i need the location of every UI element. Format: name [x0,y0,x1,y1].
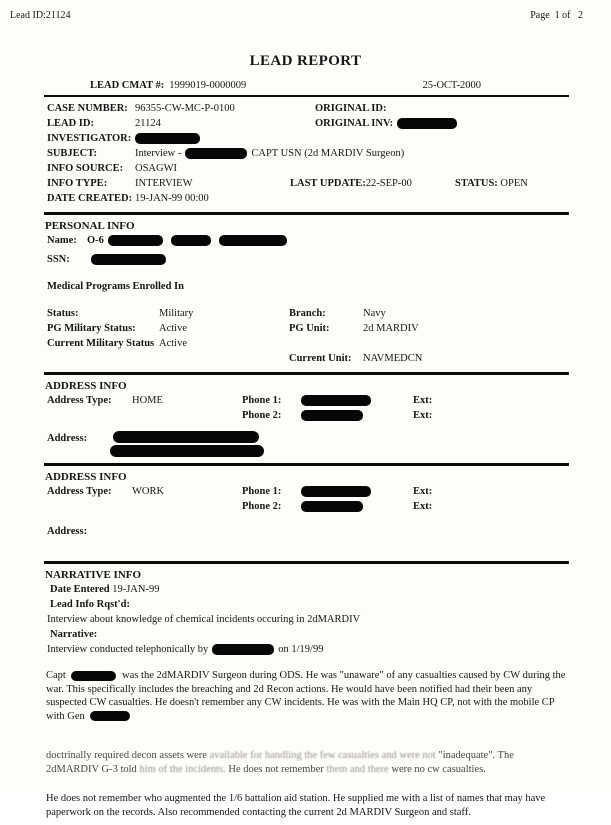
redaction-bar [301,410,363,421]
para2-text: "inadequate". The 2dMARDIV G-3 told [46,750,514,775]
redaction-bar [113,431,259,443]
narrative-section [44,564,569,825]
phone1-label: Phone 1: [242,395,282,406]
lead-id-header: Lead ID:21124 [10,10,71,21]
redaction-bar [135,133,200,144]
address-row [44,524,569,539]
redaction-bar [397,118,457,129]
ext1-label: Ext: [413,395,433,406]
redaction-bar [219,235,287,246]
case-number-label: CASE NUMBER: [47,103,128,114]
address-type-row [44,484,569,499]
para2-text: He does not remember [228,763,324,775]
address-type-value: HOME [132,395,163,406]
investigator-row [44,131,569,146]
date-entered-row [44,582,569,597]
redaction-bar [185,148,247,159]
address-work-title: ADDRESS INFO [45,471,127,483]
narrative-title: NARRATIVE INFO [45,569,142,581]
cmat-value: 1999019-0000009 [169,80,247,91]
date-entered-value: 19-JAN-99 [112,584,160,595]
name-label: Name: [47,235,77,246]
subject-row [44,146,569,161]
address-type-label: Address Type: [47,486,112,497]
redaction-bar [301,486,371,497]
address-row [44,431,569,457]
ext2-label: Ext: [413,501,433,512]
current-unit-label: Current Unit: [289,353,352,364]
lead-id-value: 21124 [135,118,161,129]
narrative-paragraph-3: He does not remember who augmented the 1/6 battalion aid station. He supplied me with a list of names that may have paperwork on the records. Also recommended contacting the current 2d MARDIV Surgeon and staff. [46,793,546,818]
address-type-row [44,393,569,408]
phone2-row [44,408,569,423]
phone1-label: Phone 1: [242,486,282,497]
address-type-value: WORK [132,486,165,497]
address-work-section [44,466,569,561]
report-title: LEAD REPORT [249,53,362,69]
ssn-row [44,252,569,267]
conducted-row [44,642,569,657]
lead-id-row [44,116,569,131]
phone1-value [297,393,413,408]
lead-info-label: Lead Info Rqst'd: [50,599,130,610]
redaction-bar [301,501,363,512]
para2-text: doctrinally required decon assets were [46,750,207,761]
address-home-section [44,375,569,463]
case-info-section [44,97,569,212]
report-body [0,80,611,825]
date-created-row [44,191,569,206]
redaction-bar [90,711,130,721]
current-status-value: Active [159,338,187,349]
pg-status-row [44,321,569,336]
info-type-value: INTERVIEW [135,178,193,189]
investigator-label: INVESTIGATOR: [47,133,132,144]
address-home-title: ADDRESS INFO [45,380,127,392]
ext1-label: Ext: [413,486,433,497]
info-type-label: INFO TYPE: [47,178,108,189]
name-grade: O-6 [87,235,104,246]
mil-status-value: Military [159,308,194,319]
subject-prefix: Interview - [135,148,182,159]
cmat-row [44,80,569,95]
phone1-value [297,484,413,499]
name-row [44,233,569,248]
para1-body: was the 2dMARDIV Surgeon during ODS. He was "unaware" of any casualties caused by CW during the war. This specifically includes the breaching and 2d Recon actions. He would have been notified had their been any suspected CW casualties. He doesn't remember any CW incidents. He was with the Main HQ CP, not with the mobile CP with Gen [46,670,566,722]
redaction-bar [108,235,163,246]
original-inv-label: ORIGINAL INV: [315,118,394,129]
address-label: Address: [47,433,88,444]
redaction-bar [301,395,371,406]
current-status-label: Current Military Status [47,338,155,349]
narrative-paragraph-2 [44,749,569,776]
para2-illegible-text: him of the incidents. [139,763,226,775]
address-label: Address: [47,526,88,537]
info-source-row [44,161,569,176]
date-created-value: 19-JAN-99 00:00 [135,193,209,204]
address-type-label: Address Type: [47,395,112,406]
medical-programs-heading: Medical Programs Enrolled In [47,281,184,292]
para2-illegible-text: available for handling the few casualties and were not [209,750,436,761]
phone2-label: Phone 2: [242,501,282,512]
ext2-label: Ext: [413,410,433,421]
current-unit-row [44,351,569,366]
current-status-row [44,336,569,351]
spacer [44,539,569,555]
info-type-row [44,176,569,191]
narrative-label: Narrative: [50,629,98,640]
report-date: 25-OCT-2000 [422,80,481,91]
phone2-row [44,499,569,514]
phone2-value [297,408,413,423]
redaction-bar [212,644,274,655]
pg-status-value: Active [159,323,187,334]
case-number-value: 96355-CW-MC-P-0100 [135,103,235,114]
page-number: Page 1 of 2 [530,10,583,21]
redaction-bar [171,235,211,246]
case-number-row [44,101,569,116]
original-id-label: ORIGINAL ID: [315,103,387,114]
redaction-bar [91,254,166,265]
info-source-label: INFO SOURCE: [47,163,124,174]
lead-id-label: LEAD ID: [47,118,94,129]
last-update-label: LAST UPDATE: [290,178,366,189]
pg-unit-value: 2d MARDIV [363,323,419,334]
address-redaction-block [113,431,264,457]
branch-label: Branch: [289,308,326,319]
branch-value: Navy [363,308,386,319]
page-header [0,0,611,21]
mil-status-label: Status: [47,308,79,319]
personal-info-title: PERSONAL INFO [45,220,135,232]
conducted-suffix: on 1/19/99 [278,644,324,655]
personal-info-section [44,215,569,372]
date-entered-label: Date Entered [50,584,110,595]
cmat-label: LEAD CMAT #: [90,80,165,91]
lead-info-value: Interview about knowledge of chemical incidents occuring in 2dMARDIV [47,614,361,625]
date-created-label: DATE CREATED: [47,193,133,204]
phone2-value [297,499,413,514]
para2-text: were no cw casualties. [391,763,486,775]
conducted-prefix: Interview conducted telephonically by [47,644,209,655]
para2-illegible-text: them and there [326,763,389,775]
status-value: OPEN [500,178,528,189]
ssn-label: SSN: [47,254,70,265]
current-unit-value: NAVMEDCN [363,353,423,364]
info-source-value: OSAGWI [135,163,177,174]
pg-status-label: PG Military Status: [47,323,136,334]
phone2-label: Phone 2: [242,410,282,421]
subject-label: SUBJECT: [47,148,97,159]
narrative-paragraph-1 [44,669,569,723]
last-update-field [290,176,455,191]
redaction-bar [110,445,264,457]
subject-suffix: CAPT USN (2d MARDIV Surgeon) [251,148,405,159]
last-update-value: 22-SEP-00 [365,178,412,189]
status-label: STATUS: [455,178,498,189]
status-row [44,306,569,321]
para1-prefix: Capt [46,670,66,681]
pg-unit-label: PG Unit: [289,323,330,334]
redaction-bar [71,671,116,681]
